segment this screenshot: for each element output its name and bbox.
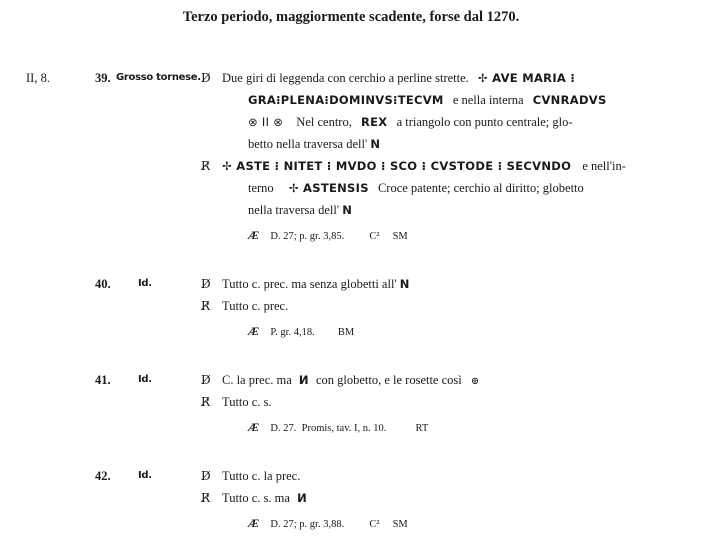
meta-text: D. 27. Promis, tav. I, n. 10. [270,423,387,434]
metal-symbol: Æ [248,228,260,242]
obverse-line-4 [248,133,380,155]
reverse-symbol: R̸ [201,491,211,505]
legend-text: GRA⁝PLENA⁝DOMINVS⁝TECVM [248,93,444,107]
obverse-line-2 [248,89,607,111]
obverse-line-1 [222,67,575,89]
meta-text: D. 27; p. gr. 3,88. [270,519,345,530]
metal-symbol: Æ [248,420,260,434]
obverse-symbol: D̸ [201,277,211,291]
metal-symbol: Æ [248,324,260,338]
obverse-text: Due giri di leggenda con cerchio a perline strette. [222,71,469,85]
coin-name-41: Id. [138,374,152,385]
reverse-line [222,487,307,509]
reverse-symbol: R̸ [201,299,211,313]
coin-name-42: Id. [138,470,152,481]
obverse-text: betto nella traversa dell' [248,137,368,151]
obverse-text: con globetto, e le rosette così [315,373,462,387]
obverse-symbol: D̸ [201,469,211,483]
legend-text: CVNRADVS [532,93,607,107]
metal-symbol: Æ [248,516,260,530]
reverse-text: Tutto c. s. ma [222,491,290,505]
entry-number-39: 39. [95,71,111,85]
collection-code: RT [415,423,429,434]
reverse-text: nella traversa dell' [248,203,340,217]
obverse-symbol: D̸ [201,71,211,85]
obverse-symbol: D̸ [201,373,211,387]
coin-meta-39 [248,224,408,247]
legend-text: И [298,373,309,387]
legend-text: ✢ ASTENSIS [288,181,369,195]
reverse-line-1 [222,155,626,177]
reverse-line-2 [248,177,584,199]
obverse-text: a triangolo con punto centrale; glo- [396,115,573,129]
obverse-line [222,369,479,393]
collection-code: SM [392,519,408,530]
reverse-symbol: R̸ [201,395,211,409]
obverse-text: Tutto c. la prec. [222,469,301,483]
meta-tag: C² [369,231,380,242]
legend-text: N [370,137,381,151]
reverse-text: terno [248,181,274,195]
entry-number-42: 42. [95,469,111,483]
section-reference: II, 8. [26,71,50,85]
obverse-text: Tutto c. prec. ma senza globetti all' [222,277,397,291]
reverse-text: Tutto c. prec. [222,299,289,313]
collection-code: BM [337,327,355,338]
legend-text: N [342,203,353,217]
entry-number-40: 40. [95,277,111,291]
reverse-text: Tutto c. s. [222,395,272,409]
reverse-text: Croce patente; cerchio al diritto; globetto [377,181,584,195]
entry-number-41: 41. [95,373,111,387]
meta-text: P. gr. 4,18. [270,327,315,338]
legend-text: ⊗ II ⊗ [248,115,284,129]
legend-text: ✢ AVE MARIA ⁝ [477,71,576,85]
reverse-text: e nell'in- [582,159,626,173]
page-title: Terzo periodo, maggiormente scadente, forse dal 1270. [182,9,520,25]
collection-code: SM [392,231,408,242]
legend-text: ✢ ASTE ⁝ NITET ⁝ MVDO ⁝ SCO ⁝ CVSTODE ⁝ SECVNDO [222,159,572,173]
obverse-line [222,273,410,295]
coin-name-39: Grosso tornese. [116,72,201,83]
obverse-line-3 [248,111,573,133]
obverse-text: Nel centro, [296,115,352,129]
legend-text: REX [360,115,388,129]
obverse-text: C. la prec. ma [222,373,292,387]
rosette-icon: ⊕ [470,376,480,387]
obverse-text: e nella interna [452,93,524,107]
coin-meta-42 [248,512,408,535]
legend-text: И [297,491,308,505]
meta-tag: C² [369,519,380,530]
coin-meta-40 [248,320,354,343]
reverse-symbol: R̸ [201,159,211,173]
reverse-line-3 [248,199,352,221]
legend-text: N [399,277,410,291]
coin-meta-41 [248,416,428,439]
meta-text: D. 27; p. gr. 3,85. [270,231,345,242]
coin-name-40: Id. [138,278,152,289]
